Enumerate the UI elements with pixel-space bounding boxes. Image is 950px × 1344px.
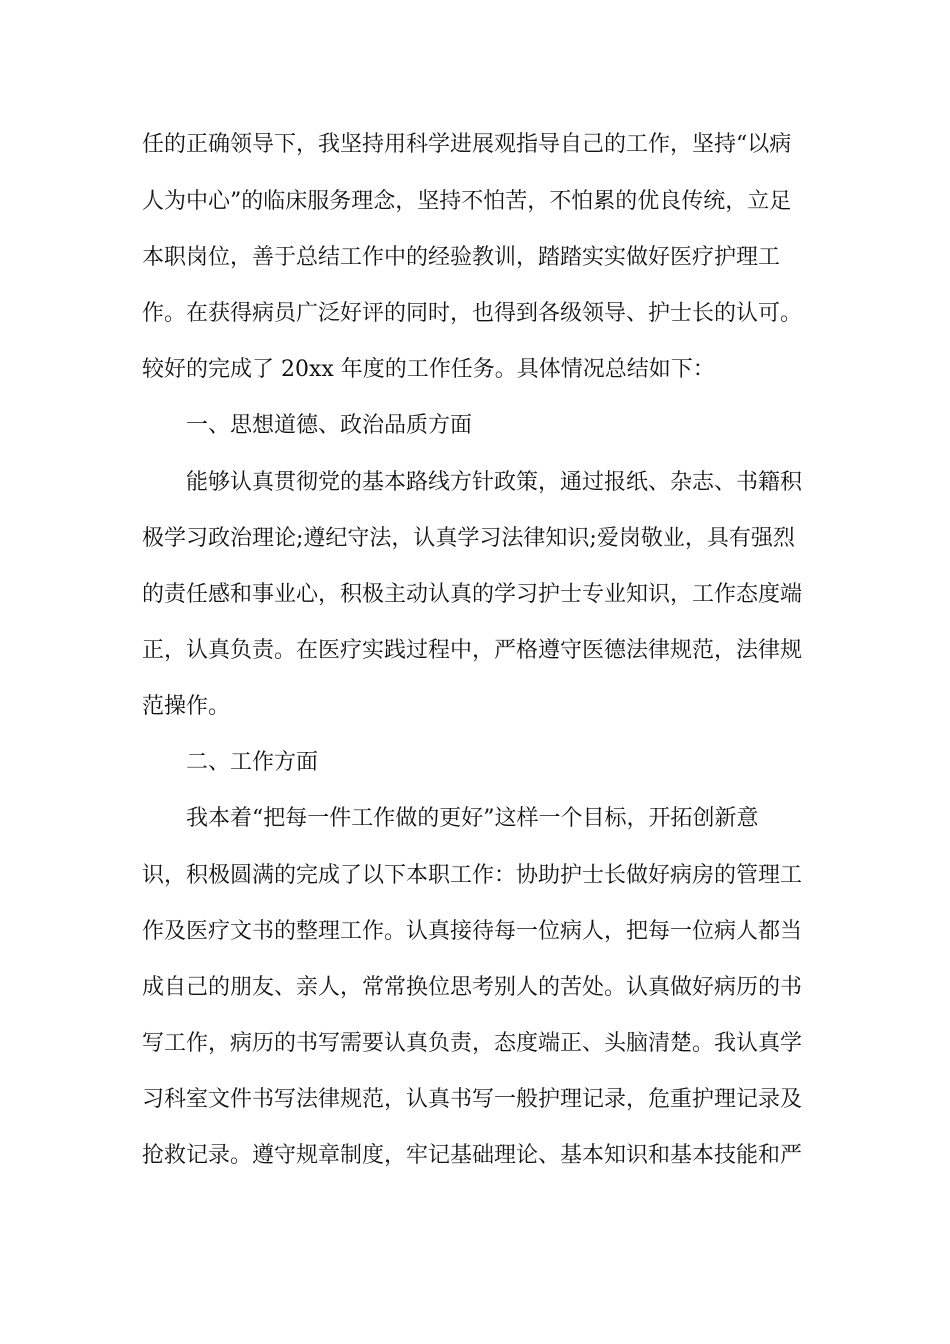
text-line: 写工作，病历的书写需要认真负责，态度端正、头脑清楚。我认真学 xyxy=(142,1031,803,1056)
section-heading: 一、思想道德、政治品质方面 xyxy=(186,413,473,438)
text-line: 成自己的朋友、亲人，常常换位思考别人的苦处。认真做好病历的书 xyxy=(142,975,803,1000)
text-line: 正，认真负责。在医疗实践过程中，严格遵守医德法律规范，法律规 xyxy=(142,638,803,663)
text-line: 任的正确领导下，我坚持用科学进展观指导自己的工作，坚持“以病 xyxy=(142,132,792,157)
text-line: 较好的完成了 20xx 年度的工作任务。具体情况总结如下： xyxy=(142,357,715,382)
text-line: 抢救记录。遵守规章制度，牢记基础理论、基本知识和基本技能和严 xyxy=(142,1143,803,1168)
text-line: 我本着“把每一件工作做的更好”这样一个目标，开拓创新意 xyxy=(186,806,759,831)
text-line: 习科室文件书写法律规范，认真书写一般护理记录，危重护理记录及 xyxy=(142,1087,803,1112)
text-line: 极学习政治理论;遵纪守法，认真学习法律知识;爱岗敬业，具有强烈 xyxy=(142,526,795,551)
text-line: 能够认真贯彻党的基本路线方针政策，通过报纸、杂志、书籍积 xyxy=(186,470,803,495)
text-line: 范操作。 xyxy=(142,694,231,719)
text-line: 识，积极圆满的完成了以下本职工作：协助护士长做好病房的管理工 xyxy=(142,863,803,888)
text-line: 作及医疗文书的整理工作。认真接待每一位病人，把每一位病人都当 xyxy=(142,919,803,944)
section-heading: 二、工作方面 xyxy=(186,750,319,775)
text-line: 人为中心”的临床服务理念，坚持不怕苦，不怕累的优良传统，立足 xyxy=(142,189,792,214)
text-line: 作。在获得病员广泛好评的同时，也得到各级领导、护士长的认可。 xyxy=(142,301,803,326)
text-line: 的责任感和事业心，积极主动认真的学习护士专业知识，工作态度端 xyxy=(142,582,803,607)
text-line: 本职岗位，善于总结工作中的经验教训，踏踏实实做好医疗护理工 xyxy=(142,245,781,270)
